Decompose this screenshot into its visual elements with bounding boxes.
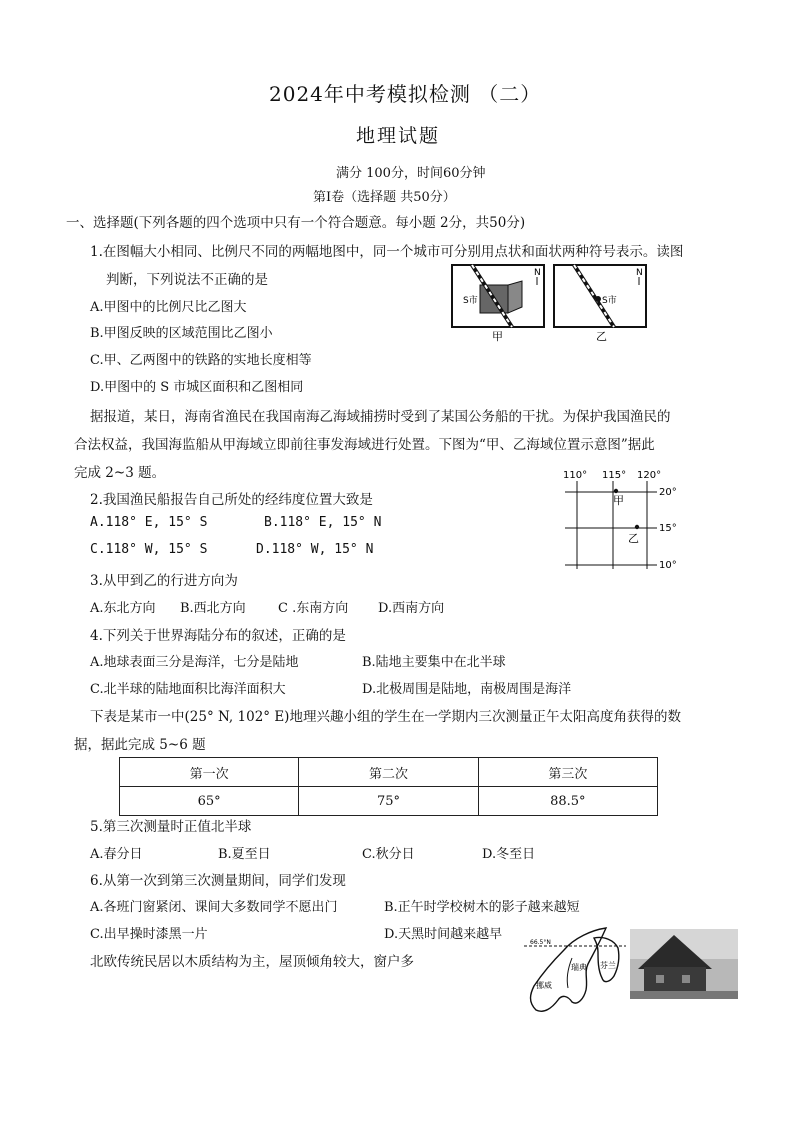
q6-option-c: C.出早操时漆黑一片 <box>90 927 208 942</box>
q6-stem: 6.从第一次到第三次测量期间，同学们发现 <box>90 873 346 889</box>
point-jia-label: 甲 <box>613 494 624 507</box>
table-cell: 88.5° <box>478 787 657 816</box>
lat-lon-grid-map <box>557 467 697 577</box>
table-header-cell: 第二次 <box>299 758 478 787</box>
q3-option-b: B.西北方向 <box>180 601 246 616</box>
q1-map-figure <box>450 263 710 343</box>
q5-option-b: B.夏至日 <box>218 847 271 862</box>
q3-option-a: A.东北方向 <box>90 601 156 616</box>
q6-option-b: B.正午时学校树木的影子越来越短 <box>384 900 580 915</box>
map-left-label: 甲 <box>492 330 503 343</box>
q4-option-d: D.北极周围是陆地，南极周围是海洋 <box>362 682 572 697</box>
lon-label-115: 115° <box>602 470 627 481</box>
table-header-row <box>120 758 658 787</box>
q1-stem-2: 判断，下列说法不正确的是 <box>106 272 268 288</box>
lon-label-120: 120° <box>637 470 662 481</box>
lat-label-15: 15° <box>659 523 677 534</box>
q3-stem: 3.从甲到乙的行进方向为 <box>90 573 238 589</box>
map-right-city-label: S市 <box>602 296 617 306</box>
sweden-label: 瑞典 <box>571 963 587 972</box>
passage2-line-2: 据，据此完成 5~6 题 <box>74 737 206 753</box>
q4-option-a: A.地球表面三分是海洋，七分是陆地 <box>90 655 299 670</box>
q1-stem-1: 1.在图幅大小相同、比例尺不同的两幅地图中，同一个城市可分别用点状和面状两种符号表示。读图 <box>90 244 684 260</box>
subject-title: 地理试题 <box>356 125 441 147</box>
q1-option-c: C.甲、乙两图中的铁路的实地长度相等 <box>90 353 312 368</box>
q5-option-c: C.秋分日 <box>362 847 415 862</box>
q6-option-d: D.天黑时间越来越早 <box>384 927 503 942</box>
nordic-house-photo <box>630 929 738 999</box>
lat-label-10: 10° <box>659 560 677 571</box>
map-right-label: 乙 <box>596 330 607 343</box>
map-left-city-label: S市 <box>463 296 478 306</box>
q6-option-a: A.各班门窗紧闭、课间大多数同学不愿出门 <box>90 900 338 915</box>
q5-option-d: D.冬至日 <box>482 847 536 862</box>
passage3-line-1: 北欧传统民居以木质结构为主，屋顶倾角较大，窗户多 <box>90 954 414 970</box>
q2-option-a: A.118° E, 15° S <box>90 515 208 530</box>
q4-option-b: B.陆地主要集中在北半球 <box>362 655 506 670</box>
score-time: 满分 100分，时间60分钟 <box>336 166 486 181</box>
q4-stem: 4.下列关于世界海陆分布的叙述，正确的是 <box>90 628 346 644</box>
passage2-line-1: 下表是某市一中(25° N, 102° E)地理兴趣小组的学生在一学期内三次测量正午太阳高度角获得的数 <box>90 709 681 725</box>
passage1-line-1: 据报道，某日，海南省渔民在我国南海乙海域捕捞时受到了某国公务船的干扰。为保护我国渔民的 <box>90 409 671 425</box>
nordic-countries-map <box>522 924 627 1016</box>
q1-option-a: A.甲图中的比例尺比乙图大 <box>90 300 247 315</box>
passage1-line-3: 完成 2~3 题。 <box>74 465 166 481</box>
q3-option-d: D.西南方向 <box>378 601 445 616</box>
q2-option-d: D.118° W, 15° N <box>256 542 374 557</box>
point-yi-label: 乙 <box>628 532 639 545</box>
q4-option-c: C.北半球的陆地面积比海洋面积大 <box>90 682 286 697</box>
q1-option-b: B.甲图反映的区域范围比乙图小 <box>90 326 273 341</box>
sun-angle-table <box>119 757 658 816</box>
section-heading: 一、选择题(下列各题的四个选项中只有一个符合题意。每小题 2分，共50分) <box>66 215 526 231</box>
finland-label: 芬兰 <box>600 961 616 970</box>
lon-label-110: 110° <box>563 470 588 481</box>
table-header-cell: 第三次 <box>478 758 657 787</box>
table-header-cell: 第一次 <box>120 758 299 787</box>
q5-option-a: A.春分日 <box>90 847 143 862</box>
north-arrow-right: N <box>636 268 643 278</box>
q3-option-c: C .东南方向 <box>278 601 349 616</box>
q2-option-b: B.118° E, 15° N <box>264 515 382 530</box>
arctic-circle-label: 66.5°N <box>530 939 551 946</box>
q5-stem: 5.第三次测量时正值北半球 <box>90 819 252 835</box>
norway-label: 挪威 <box>536 981 552 990</box>
q2-stem: 2.我国渔民船报告自己所处的经纬度位置大致是 <box>90 492 373 508</box>
exam-title: 2024年中考模拟检测 （二） <box>269 82 542 106</box>
table-row <box>120 787 658 816</box>
q2-option-c: C.118° W, 15° S <box>90 542 208 557</box>
lat-label-20: 20° <box>659 487 677 498</box>
table-cell: 65° <box>120 787 299 816</box>
passage1-line-2: 合法权益，我国海监船从甲海域立即前往事发海域进行处置。下图为“甲、乙海域位置示意图”据此 <box>74 437 655 453</box>
volume-title: 第Ⅰ卷（选择题 共50分） <box>313 190 456 205</box>
table-cell: 75° <box>299 787 478 816</box>
north-arrow-left: N <box>534 268 541 278</box>
q1-option-d: D.甲图中的 S 市城区面积和乙图相同 <box>90 380 304 395</box>
